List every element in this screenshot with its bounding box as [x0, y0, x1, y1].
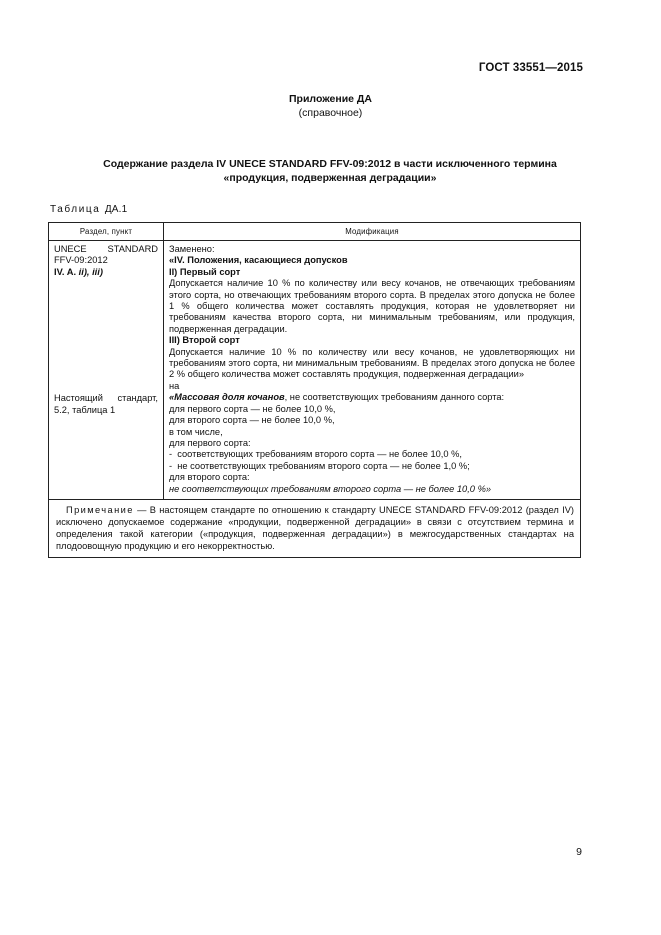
mod-on: на [169, 380, 180, 391]
note-text: — В настоящем стандарте по отношению к стандарту UNECE STANDARD FFV-09:2012 (раздел IV) исключено допускаемое содержание «продукции, подверженной деградации» в связи с отсутствием термина и определения такой категории («продукция, подверженная деградации») в межгосударственных стандартах на плодоовощную продукцию и его некорректностью. [56, 504, 574, 551]
modification-cell [164, 241, 581, 500]
section-heading-line1: Содержание раздела IV UNECE STANDARD FFV-09:2012 в части исключенного термина [103, 158, 557, 170]
section-line [54, 393, 158, 404]
appendix-heading [0, 92, 661, 120]
mod-line: для второго сорта — не более 10,0 %, [169, 415, 335, 426]
mod-line: для первого сорта: [169, 437, 251, 448]
mod-line: в том числе, [169, 426, 223, 437]
section-line [54, 244, 158, 255]
mod-mass-bold: Массовая доля кочанов [174, 392, 285, 403]
section-word: STANDARD [107, 244, 158, 254]
table-caption-number: ДА.1 [104, 204, 128, 215]
section-heading-line2: «продукция, подверженная деградации» [223, 172, 437, 184]
mod-grade2-title: III) Второй сорт [169, 335, 240, 346]
section-word: UNECE [54, 244, 87, 254]
section-line [54, 267, 158, 278]
header-section: Раздел, пункт [49, 223, 164, 241]
appendix-title: Приложение ДА [289, 93, 372, 105]
mod-grade1-title: II) Первый сорт [169, 266, 241, 277]
appendix-subtitle: (справочное) [298, 107, 363, 119]
mod-line: для первого сорта — не более 10,0 %, [169, 403, 336, 414]
mod-mass-quote: « [169, 392, 175, 403]
mod-bullet: - не соответствующих требованиям второго сорта — не более 1,0 %; [169, 460, 470, 471]
page-number: 9 [576, 846, 582, 858]
section-word: стандарт, [117, 393, 158, 404]
note-label: Примечание [66, 504, 134, 515]
header-modification: Модификация [164, 223, 581, 241]
table-caption-word: Таблица [50, 204, 101, 215]
section-ref-bold: IV. A. [54, 266, 77, 277]
mod-section-title: «IV. Положения, касающиеся допусков [169, 255, 348, 266]
table-row [49, 241, 581, 500]
mod-replaced: Заменено: [169, 244, 215, 254]
table-header-row [49, 223, 581, 241]
mod-last-italic: не соответствующих требованиям второго сорта — не более 10,0 %» [169, 483, 491, 494]
table-caption [50, 204, 127, 215]
section-spacer [54, 278, 158, 393]
section-word: Настоящий [54, 393, 103, 404]
mod-grade1-text: Допускается наличие 10 % по количеству или весу кочанов, не отвечающих требованиям этого сорта, но отвечающих требованиям второго сорта. В пределах этого допуска не более 1 % общего количества может составлять продукция, которая не удовлетворяет ни требованиям качества второго сорта, ни минимальным требованиям, или продукция, подверженная деградации. [169, 278, 575, 334]
section-cell [49, 241, 164, 500]
table-note-row [49, 499, 581, 557]
modification-table [48, 222, 581, 558]
mod-mass-rest: , не соответствующих требованиям данного сорта: [284, 392, 505, 403]
section-heading [50, 157, 610, 185]
standard-code: ГОСТ 33551—2015 [478, 62, 583, 74]
section-ref-italic: ii), iii) [78, 266, 103, 277]
mod-grade2-text: Допускается наличие 10 % по количеству или весу кочанов, не удовлетворяющих ни требованиям этого сорта, ни минимальным требованиям. В пределах этого допуска не более 2 % общего количества может составлять продукция, подверженная деградации» [169, 346, 575, 380]
mod-mass-line [169, 392, 575, 403]
section-line: 5.2, таблица 1 [54, 404, 116, 415]
table-note [49, 499, 581, 557]
mod-bullet: - соответствующих требованиям второго сорта — не более 10,0 %, [169, 449, 462, 460]
mod-line: для второго сорта: [169, 472, 250, 483]
section-line: FFV-09:2012 [54, 255, 108, 266]
